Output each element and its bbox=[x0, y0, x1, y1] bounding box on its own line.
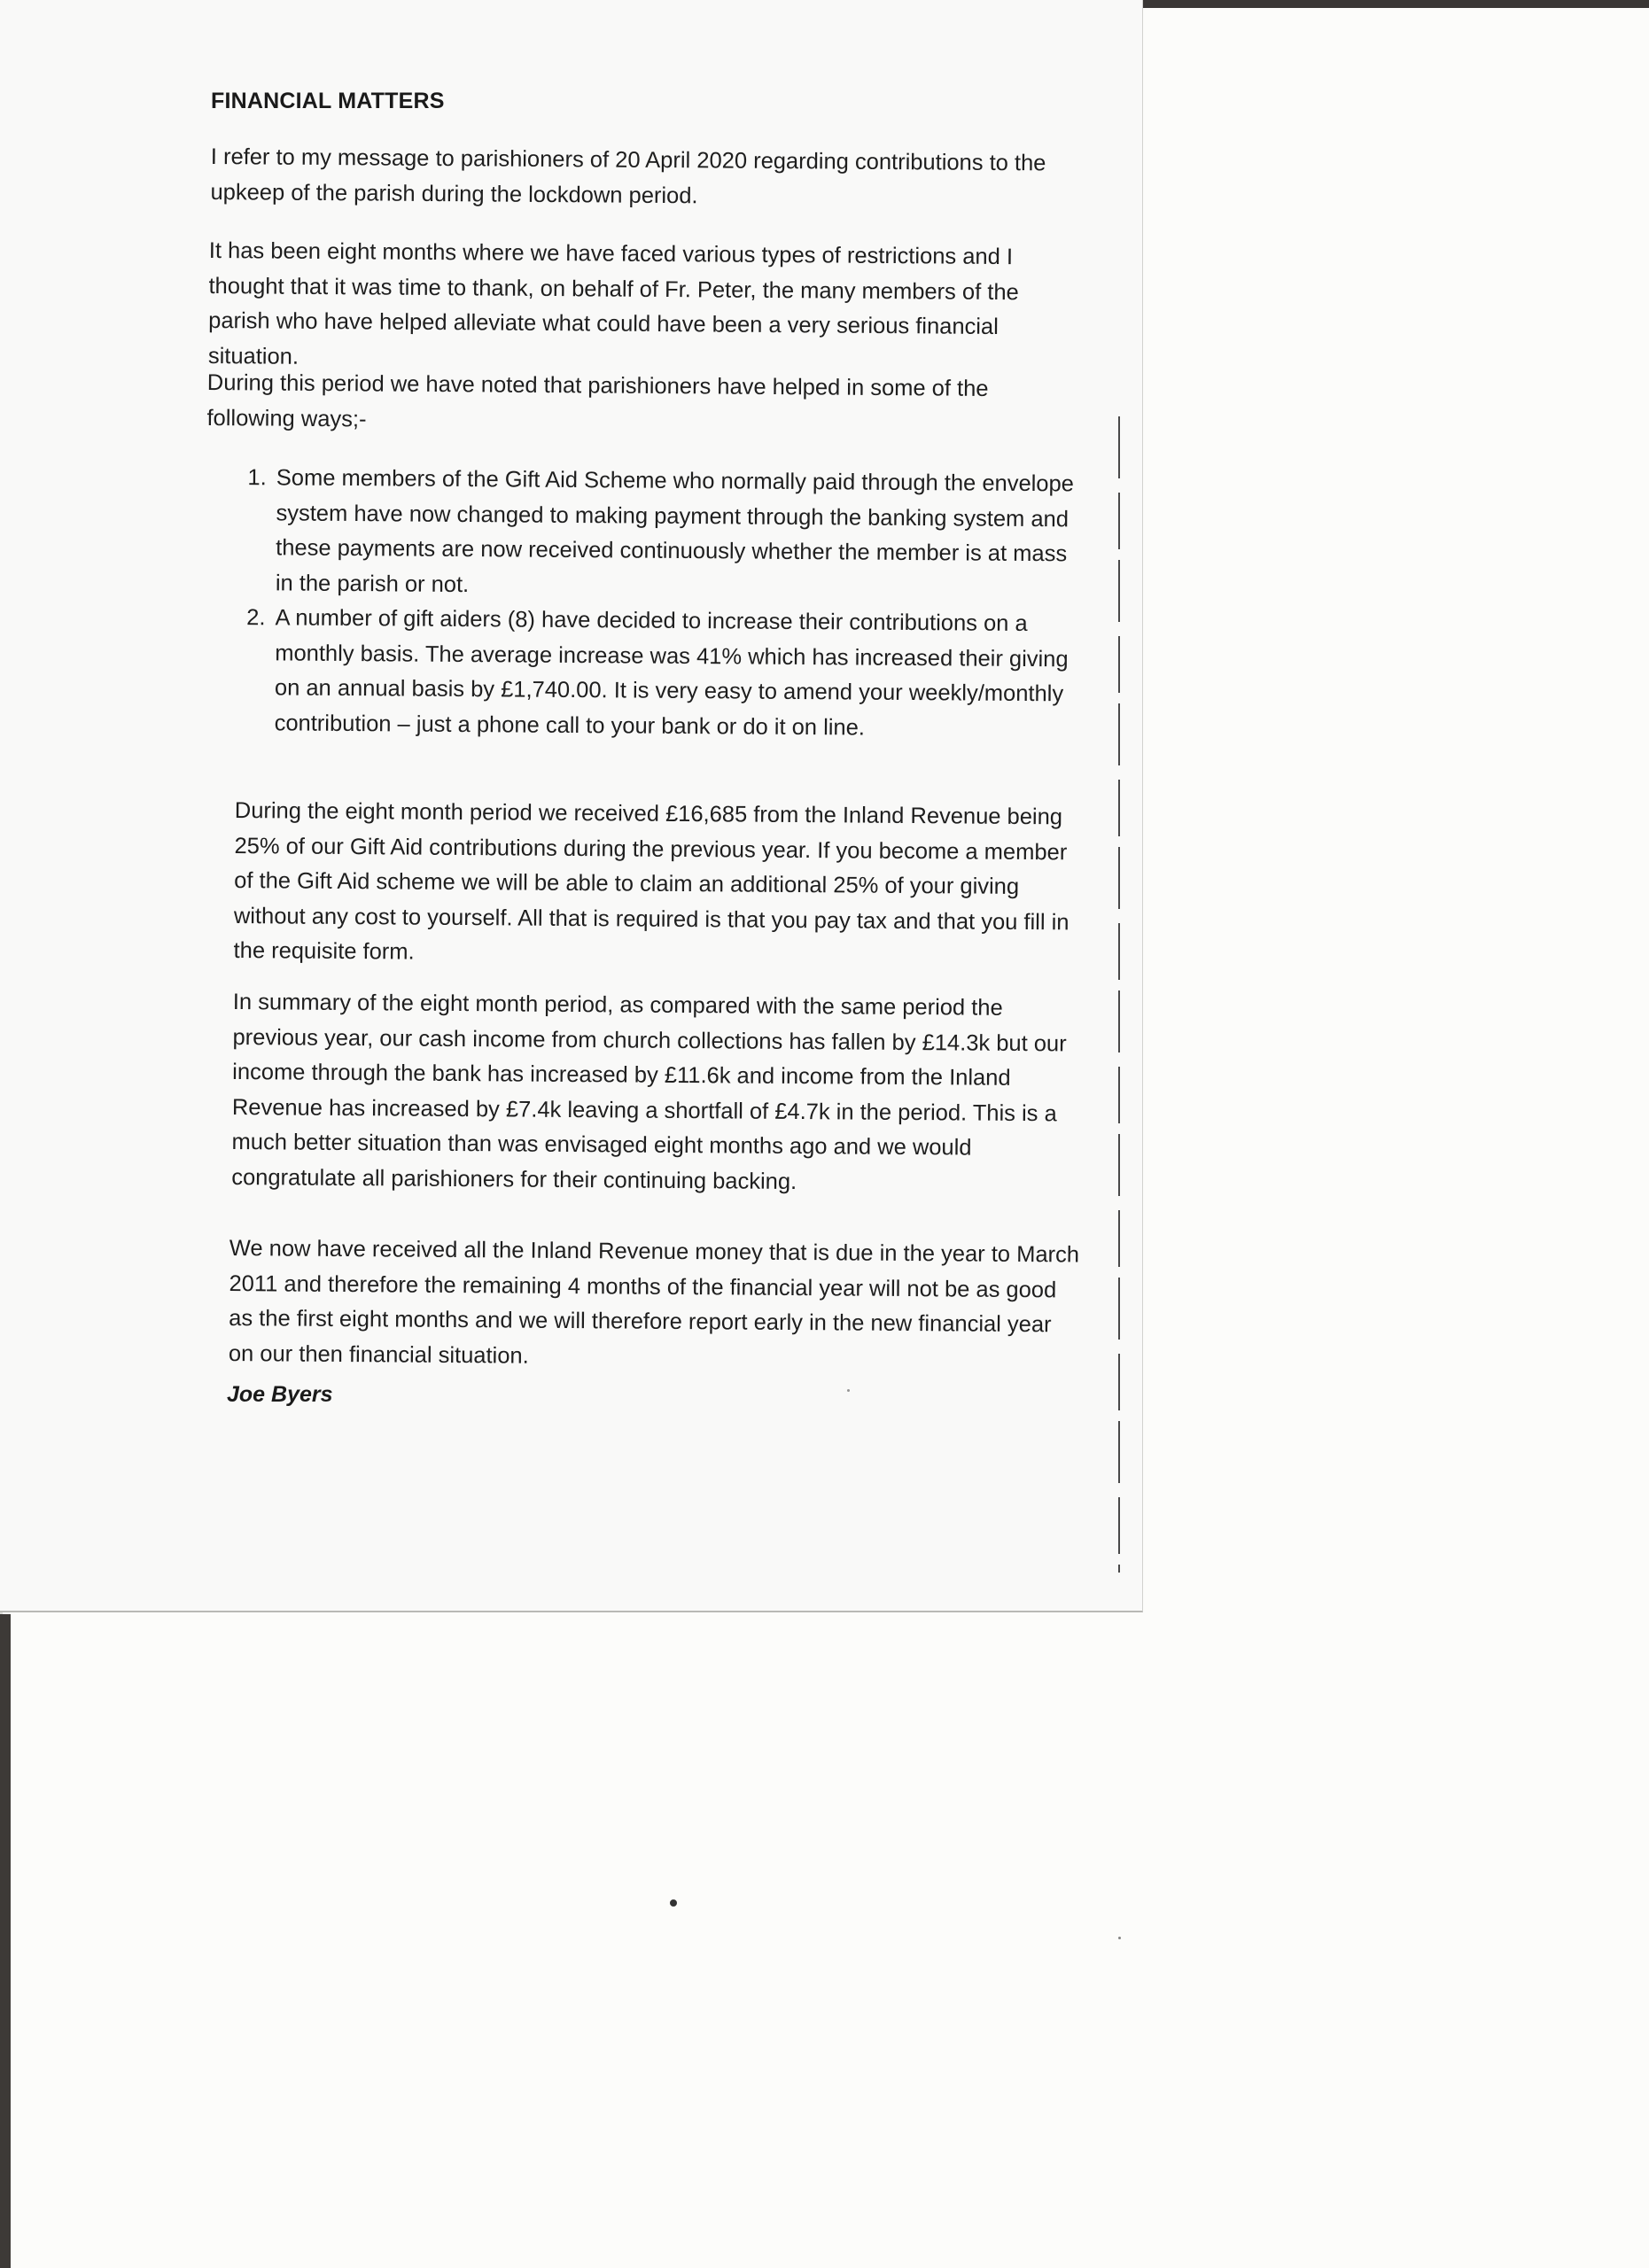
paragraph-summary: In summary of the eight month period, as compared with the same period the previous year, our cash income from church collections has fallen by £14.3k but our income through the bank has increased by £11.6k and income from the Inland Revenue has increased by £7.4k leaving a shortfall of £4.7k in the period. This is a much better situation than was envisaged eight months ago and we would congratulate all parishioners for their continuing backing. bbox=[231, 989, 1067, 1194]
list-item: 2. A number of gift aiders (8) have decided to increase their contributions on a monthly basis. The average increase was 41% which has increased their giving on an annual basis by £1,740.00. It is very easy to amend your weekly/monthly contribution – just a phone call to your bank or do it on line. bbox=[271, 601, 1087, 747]
scan-speck bbox=[847, 1389, 850, 1392]
letter-page bbox=[0, 0, 1143, 1612]
signature: Joe Byers bbox=[227, 1382, 333, 1407]
scan-speck bbox=[670, 1899, 677, 1907]
scanner-lid-edge-top bbox=[1143, 0, 1649, 8]
paragraph-intro: I refer to my message to parishioners of 20 April 2020 regarding contributions to the upkeep of the parish during the lockdown period. bbox=[210, 144, 1046, 208]
document-title: FINANCIAL MATTERS bbox=[211, 89, 445, 113]
scanner-lid-edge-left bbox=[0, 1614, 11, 2268]
scan-speck bbox=[1118, 1937, 1121, 1939]
page-margin-line bbox=[1118, 416, 1120, 1573]
paragraph-thanks: It has been eight months where we have faced various types of restrictions and I thought that it was time to thank, on behalf of Fr. Peter, the many members of the parish who have helped alleviate what could have been a very serious financial situation. bbox=[207, 237, 1019, 369]
paragraph-ways-intro: During this period we have noted that parishioners have helped in some of the following ways;- bbox=[206, 369, 989, 431]
paragraph-outlook: We now have received all the Inland Revenue money that is due in the year to March 2011 and therefore the remaining 4 months of the financial year will not be as good as the first eight months and we will therefore report early in the new financial year on our then financial situation. bbox=[228, 1235, 1080, 1369]
help-ways-list bbox=[236, 461, 1088, 748]
paragraph-inland-revenue: During the eight month period we received £16,685 from the Inland Revenue being 25% of our Gift Aid contributions during the previous year. If you become a member of the Gift Aid scheme we will be able to claim an additional 25% of your giving without any cost to yourself. All that is required is that you pay tax and that you fill in the requisite form. bbox=[233, 797, 1070, 965]
list-item: 1. Some members of the Gift Aid Scheme who normally paid through the envelope system have now changed to making payment through the banking system and these payments are now received continuously whether the member is at mass in the parish or not. bbox=[272, 461, 1088, 607]
